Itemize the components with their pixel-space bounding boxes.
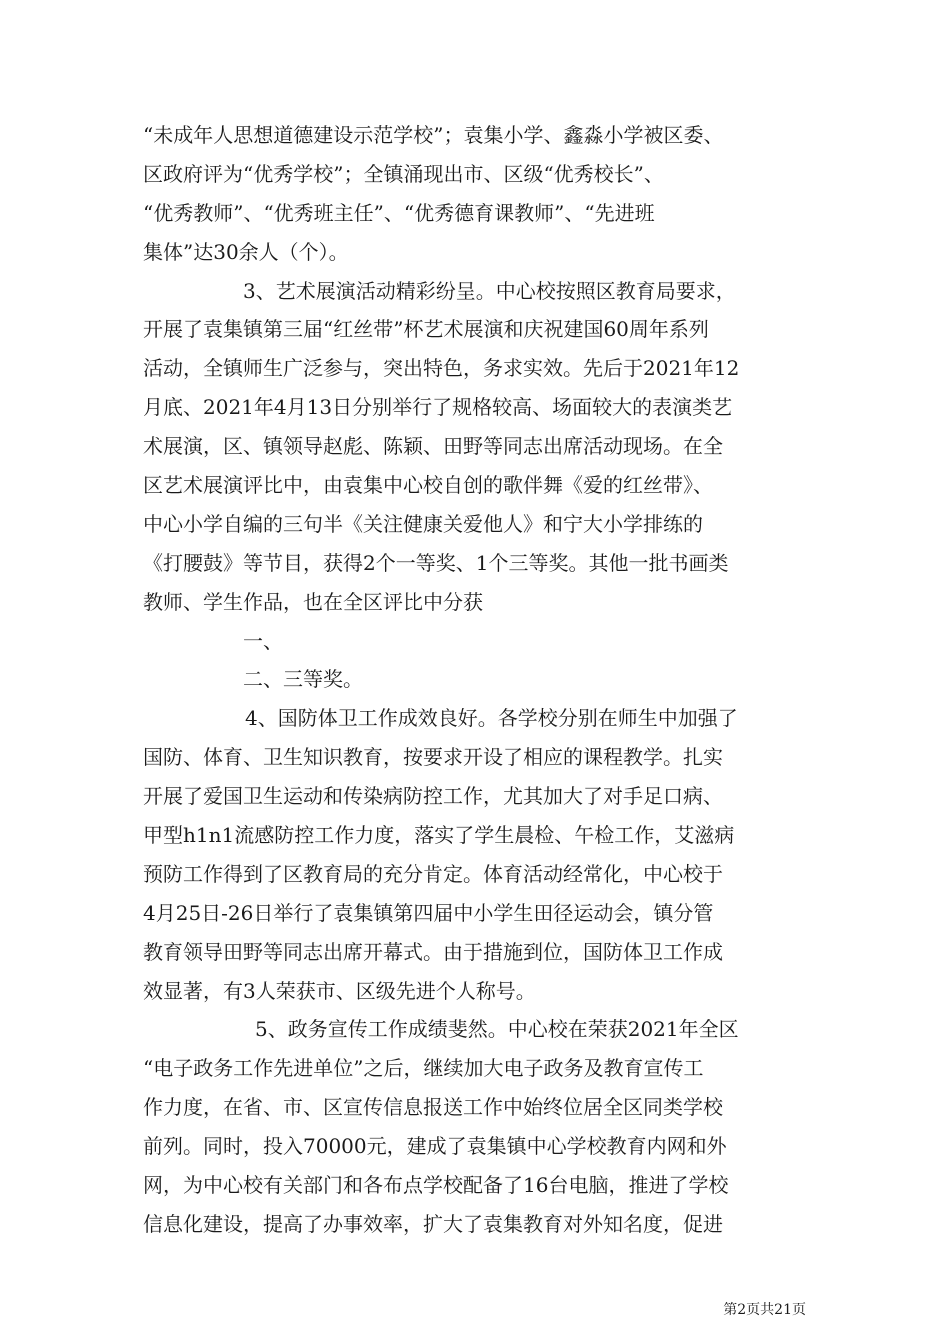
text-line: 《打腰鼓》等节目，获得2个一等奖、1个三等奖。其他一批书画类 (143, 550, 729, 575)
text-line: 教育领导田野等同志出席开幕式。由于措施到位，国防体卫工作成 (143, 939, 723, 964)
page-number: 第2页共21页 (723, 1302, 806, 1318)
text-line: “优秀教师”、“优秀班主任”、“优秀德育课教师”、“先进班 (143, 200, 655, 225)
text-line: 4月25日-26日举行了袁集镇第四届中小学生田径运动会，镇分管 (143, 900, 714, 925)
text-line: 信息化建设，提高了办事效率，扩大了袁集教育对外知名度，促进 (143, 1211, 723, 1236)
text-line: 效显著，有3人荣获市、区级先进个人称号。 (143, 978, 536, 1003)
text-line: 甲型h1n1流感防控工作力度，落实了学生晨检、午检工作，艾滋病 (143, 823, 735, 848)
text-line: 作力度，在省、市、区宣传信息报送工作中始终位居全区同类学校 (143, 1095, 723, 1120)
text-line: 开展了爱国卫生运动和传染病防控工作，尤其加大了对手足口病、 (143, 784, 723, 809)
paragraph-start-line: 4、国防体卫工作成效良好。各学校分别在师生中加强了 (245, 706, 738, 731)
text-line: 月底、2021年4月13日分别举行了规格较高、场面较大的表演类艺 (143, 395, 733, 420)
text-line: “未成年人思想道德建设示范学校”；袁集小学、鑫淼小学被区委、 (143, 123, 724, 147)
text-line: 活动，全镇师生广泛参与，突出特色，务求实效。先后于2021年12 (143, 356, 740, 381)
text-line: 二、三等奖。 (243, 667, 363, 692)
text-line: 集体”达30余人（个）。 (143, 239, 349, 264)
text-line: 网，为中心校有关部门和各布点学校配备了16台电脑，推进了学校 (143, 1173, 729, 1198)
text-line: 中心小学自编的三句半《关注健康关爱他人》和宁大小学排练的 (143, 511, 703, 536)
paragraph-start-line: 3、艺术展演活动精彩纷呈。中心校按照区教育局要求， (243, 278, 736, 303)
text-line: 前列。同时，投入70000元，建成了袁集镇中心学校教育内网和外 (143, 1134, 727, 1159)
text-line: “电子政务工作先进单位”之后，继续加大电子政务及教育宣传工 (143, 1056, 704, 1081)
text-line: 区政府评为“优秀学校”；全镇涌现出市、区级“优秀校长”、 (143, 161, 664, 186)
text-line: 术展演，区、镇领导赵彪、陈颖、田野等同志出席活动现场。在全 (143, 434, 723, 459)
text-line: 区艺术展演评比中，由袁集中心校自创的歌伴舞《爱的红丝带》、 (143, 473, 713, 498)
text-line: 一、 (243, 628, 283, 653)
text-line: 开展了袁集镇第三届“红丝带”杯艺术展演和庆祝建国60周年系列 (143, 317, 709, 342)
paragraph-start-line: 5、政务宣传工作成绩斐然。中心校在荣获2021年全区 (255, 1017, 739, 1042)
text-line: 预防工作得到了区教育局的充分肯定。体育活动经常化，中心校于 (143, 861, 723, 886)
document-body (143, 116, 823, 1244)
text-line: 教师、学生作品，也在全区评比中分获 (143, 589, 483, 614)
text-line: 国防、体育、卫生知识教育，按要求开设了相应的课程教学。扎实 (143, 745, 723, 770)
